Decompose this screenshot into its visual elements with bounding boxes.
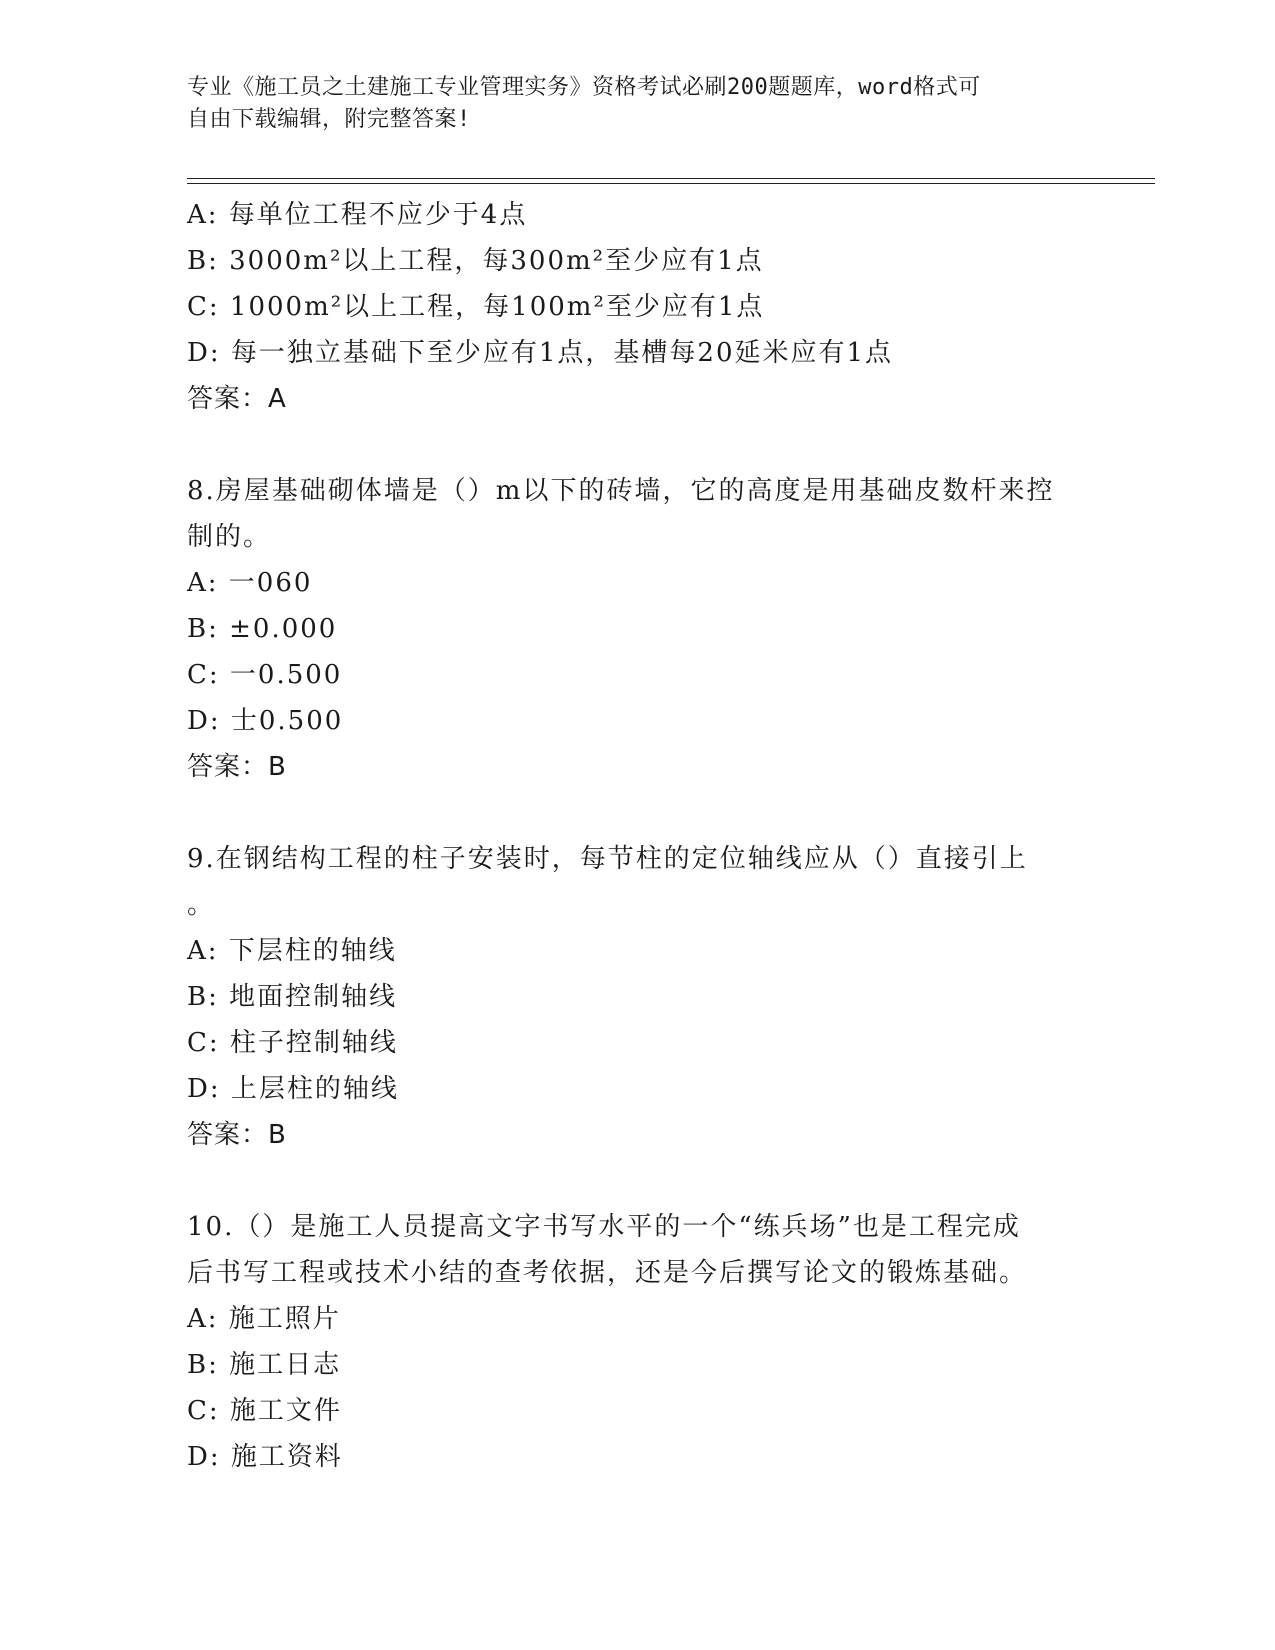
option-a: A: 施工照片	[187, 1304, 341, 1334]
question-stem	[187, 836, 1137, 928]
document-header	[187, 72, 1087, 136]
option-a: A: 下层柱的轴线	[187, 936, 397, 966]
header-divider-top	[187, 178, 1155, 179]
option-d: D: 施工资料	[187, 1442, 343, 1472]
header-line-1: 专业《施工员之土建施工专业管理实务》资格考试必刷200题题库，word格式可	[187, 75, 981, 100]
question-stem	[187, 468, 1137, 560]
option-c: C: 柱子控制轴线	[187, 1028, 398, 1058]
option-b: B: 施工日志	[187, 1350, 342, 1380]
question-10	[187, 1204, 1137, 1480]
option-d: D: 士0.500	[187, 706, 344, 736]
option-d: D: 每一独立基础下至少应有1点，基槽每20延米应有1点	[187, 338, 894, 368]
question-7	[187, 192, 1137, 422]
stem-line-2: 。	[187, 890, 216, 920]
header-line-2: 自由下载编辑，附完整答案!	[187, 107, 471, 132]
stem-line-2: 后书写工程或技术小结的查考依据，还是今后撰写论文的锻炼基础。	[187, 1258, 1028, 1288]
question-stem	[187, 1204, 1137, 1296]
answer-text: 答案：A	[187, 384, 287, 414]
option-b: B: 3000m²以上工程，每300m²至少应有1点	[187, 246, 764, 276]
option-a: A: 一060	[187, 568, 313, 598]
option-c: C: 施工文件	[187, 1396, 342, 1426]
answer-text: 答案：B	[187, 752, 287, 782]
stem-line-1: 9.在钢结构工程的柱子安装时，每节柱的定位轴线应从（）直接引上	[187, 844, 1028, 874]
option-c: C: 一0.500	[187, 660, 343, 690]
option-a: A: 每单位工程不应少于4点	[187, 200, 528, 230]
option-c: C: 1000m²以上工程，每100m²至少应有1点	[187, 292, 765, 322]
question-8	[187, 468, 1137, 790]
option-b: B: ±0.000	[187, 614, 338, 644]
stem-line-1: 8.房屋基础砌体墙是（）m以下的砖墙，它的高度是用基础皮数杆来控	[187, 476, 1055, 506]
header-divider-bottom	[187, 183, 1155, 184]
answer-text: 答案：B	[187, 1120, 287, 1150]
question-9	[187, 836, 1137, 1158]
option-d: D: 上层柱的轴线	[187, 1074, 399, 1104]
stem-line-2: 制的。	[187, 522, 272, 552]
stem-line-1: 10.（）是施工人员提高文字书写水平的一个“练兵场”也是工程完成	[187, 1212, 1021, 1242]
option-b: B: 地面控制轴线	[187, 982, 398, 1012]
question-list	[187, 192, 1137, 1480]
